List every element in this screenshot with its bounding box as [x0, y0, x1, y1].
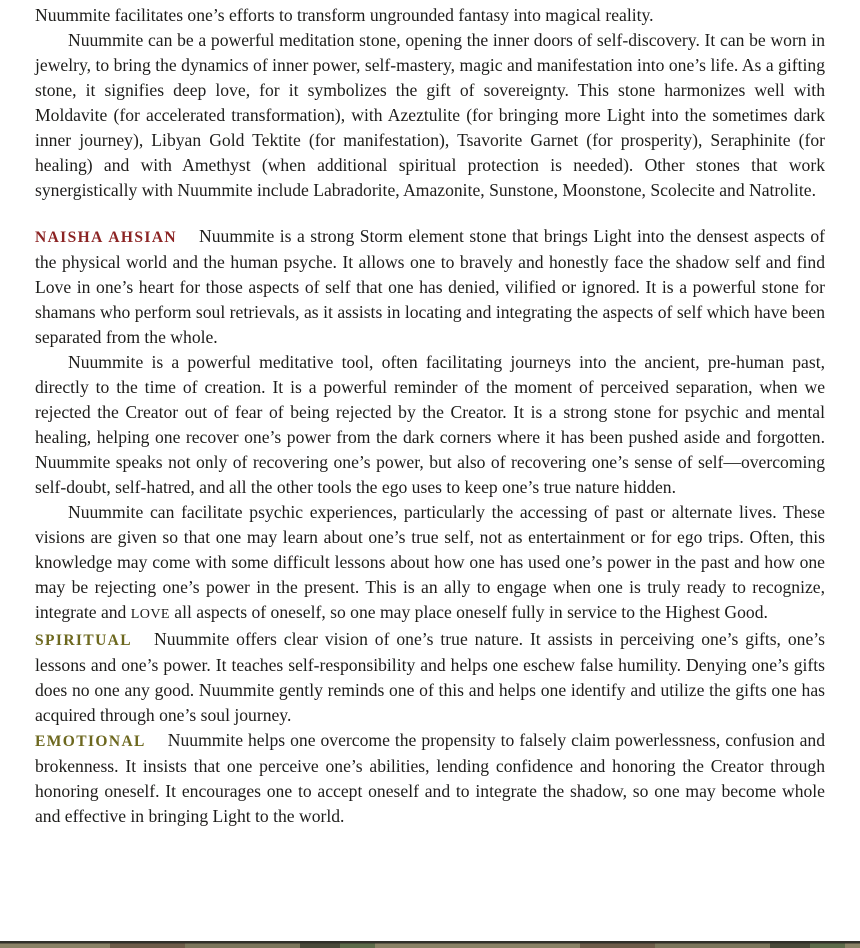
page-text-column [35, 3, 825, 829]
section-emotional: EMOTIONAL Nuummite helps one overcome the propensity to falsely claim powerlessness, confusion and brokenness. It insists that one perceive one’s abilities, lending confidence and honoring the Creator through honoring oneself. It encourages one to accept oneself and to integrate the shadow, so one may become whole and effective in bringing Light to the world. [35, 730, 825, 826]
section-naisha-ahsian: NAISHA AHSIAN Nuummite is a strong Storm element stone that brings Light into the densest aspects of the physical world and the human psyche. It allows one to bravely and honestly face the shadow self and find Love in one’s heart for those aspects of self that one has denied, vilified or ignored. It is a powerful stone for shamans who perform soul retrievals, as it assists in locating and integrating the aspects of self which have been separated from the whole. [35, 226, 825, 347]
para-meditative-tool: Nuummite is a powerful meditative tool, often facilitating journeys into the ancient, pre-human past, directly to the time of creation. It is a powerful reminder of the moment of perceived separation, when we rejected the Creator out of fear of being rejected by the Creator. It is a strong stone for psychic and mental healing, helping one recover one’s power from the dark corners where it has been pushed aside and forgotten. Nuummite speaks not only of recovering one’s power, but also of recovering one’s sense of self—overcoming self-doubt, self-hatred, and all the other tools the ego uses to keep one’s true nature hidden. [35, 352, 825, 497]
section-naisha-ahsian-heading: NAISHA AHSIAN [35, 229, 178, 246]
section-emotional-heading: EMOTIONAL [35, 733, 146, 750]
smallcaps-word: LOVE [130, 606, 170, 622]
section-spiritual: SPIRITUAL Nuummite offers clear vision of one’s true nature. It assists in perceiving one’s gifts, one’s lessons and one’s power. It teaches self-responsibility and helps one eschew false humility. Denying one’s gifts does no one any good. Nuummite gently reminds one of this and helps one identify and utilize the gifts one has acquired through one’s soul journey. [35, 629, 825, 725]
section-spiritual-heading: SPIRITUAL [35, 632, 133, 649]
para-meditation-stone: Nuummite can be a powerful meditation stone, opening the inner doors of self-discovery. It can be worn in jewelry, to bring the dynamics of inner power, self-mastery, magic and manifestation into one’s life. As a gifting stone, it signifies deep love, for it symbolizes the gift of sovereignty. This stone harmonizes well with Moldavite (for accelerated transformation), with Azeztulite (for bringing more Light into the sometimes dark inner journey), Libyan Gold Tektite (for manifestation), Tsavorite Garnet (for prosperity), Seraphinite (for healing) and with Amethyst (when additional spiritual protection is needed). Other stones that work synergistically with Nuummite include Labradorite, Amazonite, Sunstone, Moonstone, Scolecite and Natrolite. [35, 30, 825, 200]
para-psychic-experiences: Nuummite can facilitate psychic experiences, particularly the accessing of past or alternate lives. These visions are given so that one may learn about one’s true self, not as entertainment or for ego trips. Often, this knowledge may come with some difficult lessons about how one has used one’s power in the past and how one may be rejecting one’s power in the present. This is an ally to engage when one is truly ready to recognize, integrate and LOVE all aspects of oneself, so one may place oneself fully in service to the Highest Good. [35, 502, 825, 622]
para-continuation: Nuummite facilitates one’s efforts to transform ungrounded fantasy into magical reality. [35, 5, 654, 25]
cropped-photo-top-edge [0, 941, 860, 948]
